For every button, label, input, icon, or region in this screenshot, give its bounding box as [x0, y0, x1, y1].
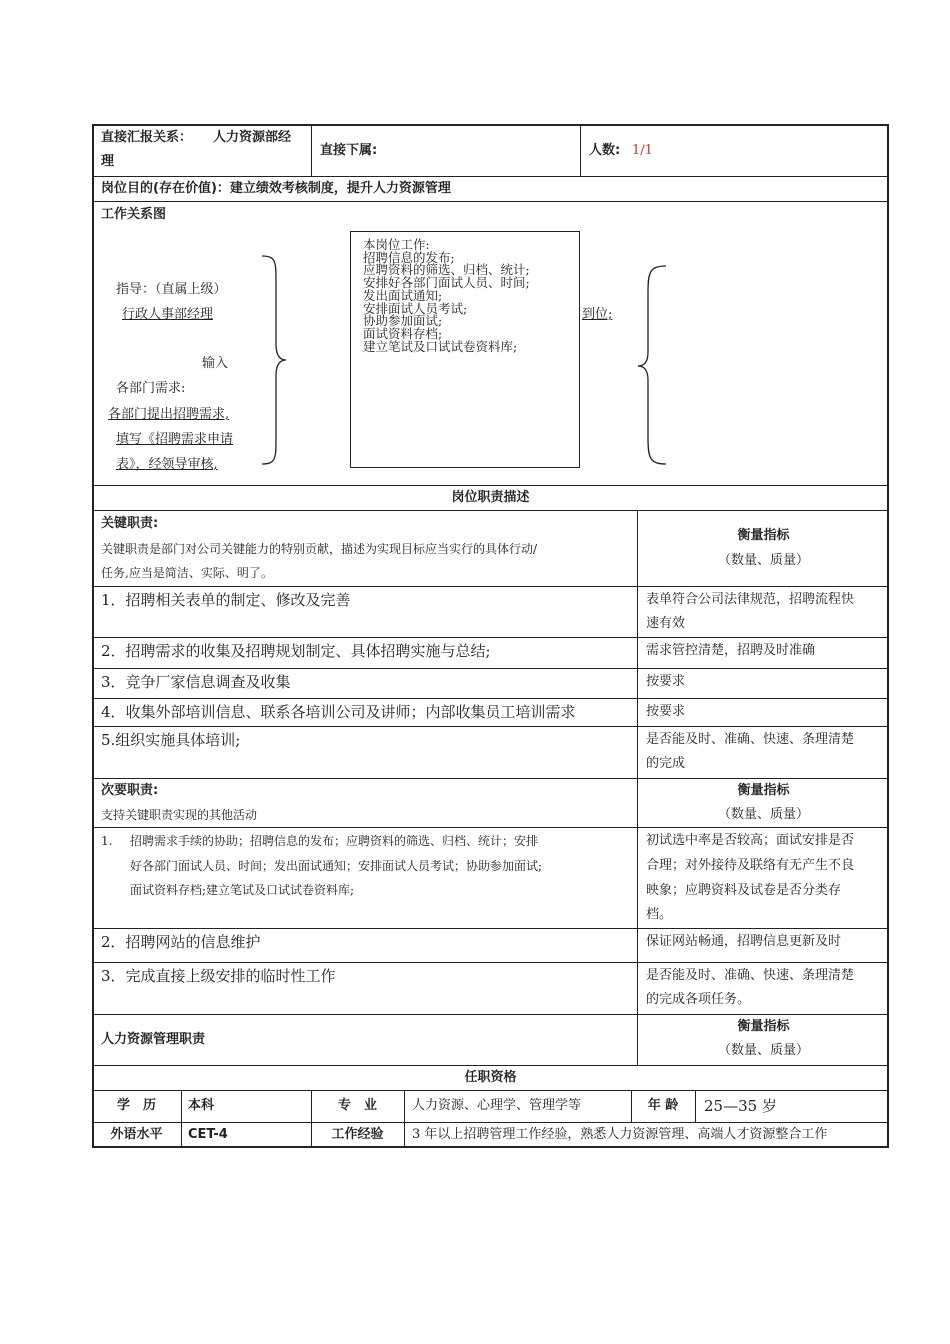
language-value: CET-4	[188, 1127, 228, 1142]
secondary-item: 3．完成直接上级安排的临时性工作	[101, 967, 336, 985]
secondary-item: 2．招聘网站的信息维护	[101, 933, 261, 951]
secondary-metric: 保证网站畅通，招聘信息更新及时	[646, 934, 842, 949]
major-value: 人力资源、心理学、管理学等	[412, 1098, 582, 1113]
row-divider	[92, 1090, 889, 1091]
box-title: 本岗位工作:	[363, 237, 430, 252]
col-divider	[404, 1090, 405, 1148]
box-item: 招聘信息的发布;	[363, 249, 455, 265]
box-item: 应聘资料的筛选、归档、统计;	[363, 262, 530, 278]
row-divider	[92, 928, 889, 929]
major-label: 专 业	[337, 1098, 377, 1113]
metric-title: 衡量指标	[737, 1019, 790, 1034]
relation-title: 工作关系图	[101, 207, 167, 222]
col-divider	[181, 1090, 182, 1148]
secondary-duty-desc: 支持关键职责实现的其他活动	[101, 808, 258, 822]
demand-line: 各部门提出招聘需求,	[108, 407, 230, 422]
row-divider	[92, 586, 889, 587]
metric-subtitle: （数量、质量）	[717, 1043, 809, 1058]
row-divider	[92, 962, 889, 963]
key-duty-item: 1．招聘相关表单的制定、修改及完善	[101, 591, 351, 609]
key-metric: 需求管控清楚，招聘及时准确	[646, 643, 816, 658]
key-duty-item: 2．招聘需求的收集及招聘规划制定、具体招聘实施与总结;	[101, 642, 491, 660]
key-duty-title: 关键职责:	[101, 516, 159, 531]
hr-duty-title: 人力资源管理职责	[101, 1032, 206, 1047]
report-value-cont: 理	[101, 154, 115, 169]
headcount-value: 1/1	[632, 143, 653, 158]
key-metric: 的完成	[646, 756, 686, 771]
duty-section-title: 岗位职责描述	[451, 490, 530, 505]
qualification-title: 任职资格	[464, 1070, 517, 1085]
row-divider	[92, 726, 889, 727]
key-metric: 按要求	[646, 674, 686, 689]
subordinate-label: 直接下属:	[320, 143, 378, 158]
box-item: 面试资料存档;	[363, 325, 443, 341]
education-label: 学 历	[116, 1098, 156, 1113]
secondary-metric: 是否能及时、准确、快速、条理清楚	[646, 968, 855, 983]
right-fragment: 到位;	[582, 307, 613, 322]
experience-value: 3 年以上招聘管理工作经验，熟悉人力资源管理、高端人才资源整合工作	[412, 1127, 828, 1142]
metric-subtitle: （数量、质量）	[717, 553, 809, 568]
headcount-label: 人数:	[589, 143, 621, 158]
key-duty-item: 5.组织实施具体培训;	[101, 731, 241, 749]
secondary-metric: 档。	[646, 907, 673, 922]
language-label: 外语水平	[110, 1127, 163, 1142]
secondary-item: 招聘需求手续的协助；招聘信息的发布；应聘资料的筛选、归档、统计；安排	[130, 834, 539, 848]
box-item: 协助参加面试;	[363, 313, 443, 329]
secondary-metric: 的完成各项任务。	[646, 992, 751, 1007]
demand-line: 填写《招聘需求申请	[116, 432, 234, 447]
metric-subtitle: （数量、质量）	[717, 807, 809, 822]
box-item: 发出面试通知;	[363, 287, 443, 303]
row-divider	[92, 827, 889, 828]
secondary-duty-title: 次要职责:	[101, 783, 159, 798]
education-value: 本科	[188, 1098, 215, 1113]
age-label: 年 龄	[647, 1098, 679, 1113]
key-metric: 按要求	[646, 704, 686, 719]
key-duty-item: 3．竞争厂家信息调查及收集	[101, 673, 291, 691]
key-metric: 速有效	[646, 616, 686, 631]
left-brace-icon	[258, 252, 288, 468]
age-value: 25—35 岁	[704, 1097, 777, 1115]
secondary-metric: 映象；应聘资料及试卷是否分类存	[646, 883, 842, 898]
right-brace-icon	[634, 262, 670, 468]
input-label: 输入	[202, 356, 229, 371]
experience-label: 工作经验	[331, 1127, 384, 1142]
key-metric: 是否能及时、准确、快速、条理清楚	[646, 732, 855, 747]
position-purpose: 岗位目的(存在价值)：建立绩效考核制度，提升人力资源管理	[101, 181, 451, 196]
demand-label: 各部门需求:	[116, 381, 186, 396]
col-divider	[311, 124, 312, 176]
metric-title: 衡量指标	[737, 528, 790, 543]
key-metric: 表单符合公司法律规范，招聘流程快	[646, 592, 855, 607]
secondary-metric: 合理；对外接待及联络有无产生不良	[646, 858, 855, 873]
secondary-item: 好各部门面试人员、时间；发出面试通知；安排面试人员考试；协助参加面试;	[130, 859, 543, 873]
report-value: 人力资源部经	[213, 130, 292, 145]
secondary-item-num: 1.	[101, 834, 113, 848]
row-divider	[92, 668, 889, 669]
col-divider	[695, 1090, 696, 1122]
box-item: 安排面试人员考试;	[363, 300, 468, 316]
row-divider	[92, 510, 889, 511]
box-item: 建立笔试及口试试卷资料库;	[363, 338, 518, 354]
metric-title: 衡量指标	[737, 783, 790, 798]
row-divider	[92, 201, 889, 202]
key-duty-desc: 任务,应当是简洁、实际、明了。	[101, 566, 273, 580]
report-label: 直接汇报关系：	[101, 130, 193, 145]
key-duty-desc: 关键职责是部门对公司关键能力的特别贡献，描述为实现目标应当实行的具体行动/	[101, 542, 538, 556]
row-divider	[92, 637, 889, 638]
box-item: 安排好各部门面试人员、时间;	[363, 275, 530, 291]
guide-label: 指导：（直属上级）	[116, 282, 227, 297]
row-divider	[92, 698, 889, 699]
secondary-item: 面试资料存档;建立笔试及口试试卷资料库;	[130, 883, 355, 897]
demand-line: 表》，经领导审核,	[116, 457, 218, 472]
secondary-metric: 初试选中率是否较高；面试安排是否	[646, 833, 855, 848]
col-divider	[580, 124, 581, 176]
position-work-box	[350, 231, 580, 468]
guide-value: 行政人事部经理	[122, 307, 214, 322]
key-duty-item: 4．收集外部培训信息、联系各培训公司及讲师；内部收集员工培训需求	[101, 703, 576, 721]
